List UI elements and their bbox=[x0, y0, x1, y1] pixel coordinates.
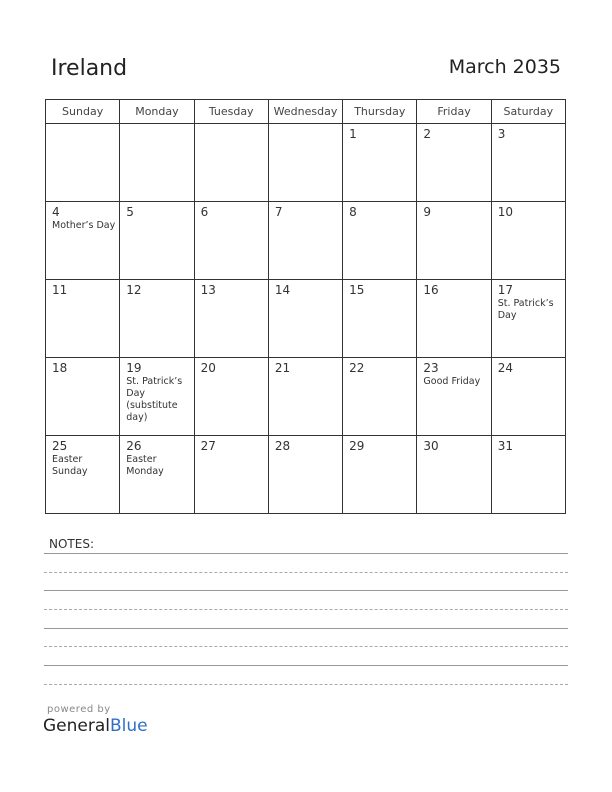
month-year-title: March 2035 bbox=[448, 56, 561, 78]
holiday-label: St. Patrick’s Day bbox=[497, 298, 554, 321]
notes-label: NOTES: bbox=[49, 537, 94, 551]
day-number: 10 bbox=[497, 205, 513, 219]
powered-by-text: powered by bbox=[47, 704, 111, 715]
holiday-label: St. Patrick’s Day (substitute day) bbox=[126, 376, 183, 423]
notes-line bbox=[44, 590, 568, 591]
calendar-grid bbox=[45, 99, 566, 514]
day-number: 3 bbox=[497, 127, 506, 141]
week-row bbox=[46, 280, 566, 358]
weekday-header-tuesday: Tuesday bbox=[194, 100, 268, 124]
day-number: 7 bbox=[274, 205, 283, 219]
day-number: 8 bbox=[349, 205, 357, 219]
day-cell bbox=[343, 436, 417, 514]
day-number: 29 bbox=[349, 439, 365, 453]
day-number: 5 bbox=[126, 205, 134, 219]
day-cell bbox=[194, 202, 268, 280]
day-cell bbox=[417, 280, 491, 358]
week-row bbox=[46, 124, 566, 202]
day-cell bbox=[417, 358, 491, 436]
weekday-header-monday: Monday bbox=[120, 100, 194, 124]
day-number: 14 bbox=[274, 283, 291, 297]
day-cell bbox=[120, 436, 194, 514]
day-cell bbox=[120, 358, 194, 436]
notes-line bbox=[44, 684, 568, 685]
day-number: 23 bbox=[423, 361, 439, 375]
day-cell bbox=[491, 358, 565, 436]
weekday-header-friday: Friday bbox=[417, 100, 491, 124]
holiday-label: Good Friday bbox=[423, 376, 481, 387]
day-cell bbox=[46, 358, 120, 436]
day-cell bbox=[417, 124, 491, 202]
day-number: 21 bbox=[274, 361, 291, 375]
day-cell bbox=[343, 358, 417, 436]
day-cell bbox=[268, 436, 342, 514]
notes-line bbox=[44, 553, 568, 554]
day-number: 1 bbox=[349, 127, 357, 141]
day-cell bbox=[194, 280, 268, 358]
day-number: 18 bbox=[52, 361, 68, 375]
day-cell bbox=[46, 436, 120, 514]
week-row bbox=[46, 358, 566, 436]
weekday-header-row bbox=[46, 100, 566, 124]
notes-line bbox=[44, 572, 568, 573]
day-number: 2 bbox=[423, 127, 432, 141]
holiday-label: Easter Sunday bbox=[52, 454, 88, 477]
weekday-header-wednesday: Wednesday bbox=[268, 100, 342, 124]
day-cell bbox=[417, 436, 491, 514]
day-number: 25 bbox=[52, 439, 68, 453]
day-cell bbox=[46, 124, 120, 202]
day-cell bbox=[491, 124, 565, 202]
holiday-label: Easter Monday bbox=[126, 454, 164, 477]
day-number: 6 bbox=[200, 205, 209, 219]
day-number: 28 bbox=[274, 439, 291, 453]
notes-line bbox=[44, 646, 568, 647]
day-cell bbox=[120, 124, 194, 202]
day-cell bbox=[194, 358, 268, 436]
day-cell bbox=[46, 202, 120, 280]
generalblue-logo bbox=[43, 716, 148, 736]
holiday-label: Mother’s Day bbox=[52, 220, 116, 231]
day-cell bbox=[491, 280, 565, 358]
day-cell bbox=[491, 436, 565, 514]
country-title: Ireland bbox=[51, 56, 128, 81]
day-cell bbox=[491, 202, 565, 280]
week-row bbox=[46, 436, 566, 514]
brand-general: General bbox=[43, 716, 110, 736]
day-number: 13 bbox=[200, 283, 216, 297]
weekday-header-thursday: Thursday bbox=[343, 100, 417, 124]
day-cell bbox=[343, 202, 417, 280]
day-number: 24 bbox=[497, 361, 513, 375]
day-cell bbox=[268, 358, 342, 436]
day-cell bbox=[46, 280, 120, 358]
day-cell bbox=[343, 280, 417, 358]
day-number: 16 bbox=[423, 283, 439, 297]
day-cell bbox=[268, 202, 342, 280]
notes-line bbox=[44, 665, 568, 666]
day-cell bbox=[417, 202, 491, 280]
day-cell bbox=[268, 124, 342, 202]
day-number: 15 bbox=[349, 283, 365, 297]
day-number: 22 bbox=[349, 361, 365, 375]
day-number: 12 bbox=[126, 283, 142, 297]
day-number: 20 bbox=[200, 361, 216, 375]
notes-line bbox=[44, 628, 568, 629]
day-cell bbox=[343, 124, 417, 202]
week-row bbox=[46, 202, 566, 280]
day-number: 4 bbox=[52, 205, 60, 219]
day-cell bbox=[120, 202, 194, 280]
weekday-header-saturday: Saturday bbox=[491, 100, 565, 124]
day-number: 27 bbox=[200, 439, 216, 453]
day-number: 26 bbox=[126, 439, 142, 453]
day-number: 17 bbox=[497, 283, 513, 297]
day-cell bbox=[120, 280, 194, 358]
day-number: 31 bbox=[497, 439, 513, 453]
day-number: 11 bbox=[52, 283, 68, 297]
weekday-header-sunday: Sunday bbox=[46, 100, 120, 124]
day-cell bbox=[268, 280, 342, 358]
day-number: 9 bbox=[423, 205, 432, 219]
day-number: 19 bbox=[126, 361, 142, 375]
day-cell bbox=[194, 436, 268, 514]
day-cell bbox=[194, 124, 268, 202]
notes-line bbox=[44, 609, 568, 610]
brand-blue: Blue bbox=[110, 716, 148, 736]
day-number: 30 bbox=[423, 439, 439, 453]
